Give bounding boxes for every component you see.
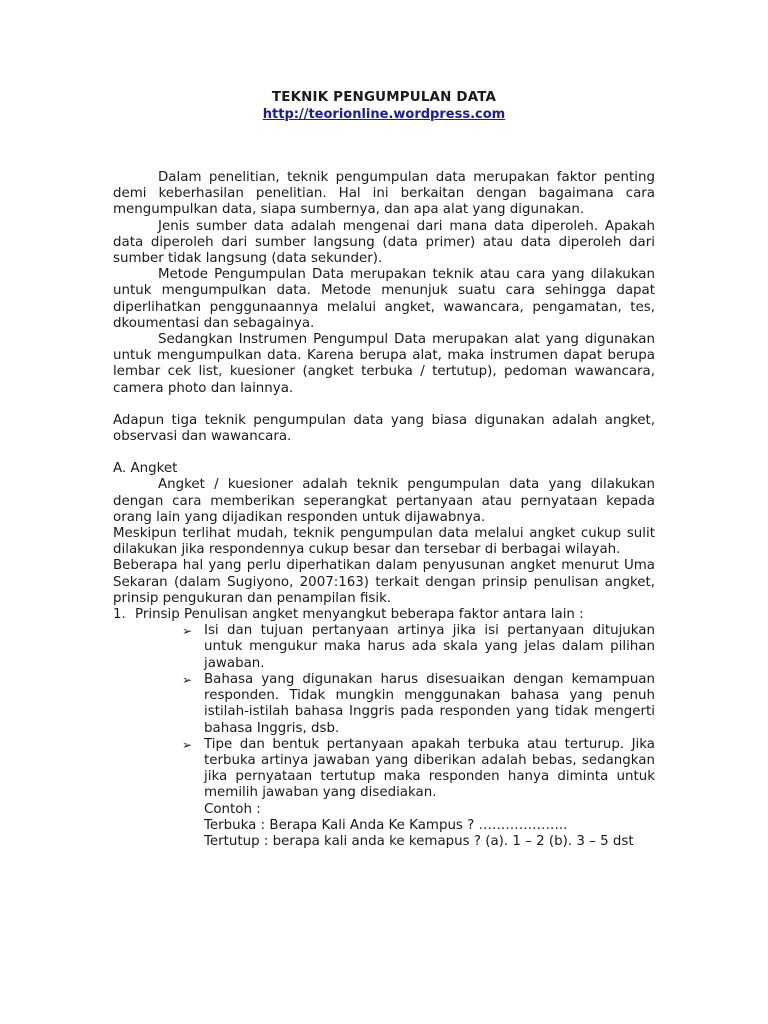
example-closed-question: Tertutup : berapa kali anda ke kemapus ? (a). 1 – 2 (b). 3 – 5 dst (204, 833, 634, 849)
document-title: TEKNIK PENGUMPULAN DATA (271, 90, 497, 105)
bullet-item (182, 736, 655, 802)
angket-definition: Angket / kuesioner adalah teknik pengumpulan data yang dilakukan dengan cara memberikan seperangkat pertanyaan atau pernyataan kepada orang lain yang dijadikan responden untuk dijawabnya. (113, 477, 655, 525)
arrow-bullet-icon: ➢ (182, 624, 193, 639)
intro-paragraph: Dalam penelitian, teknik pengumpulan data merupakan faktor penting demi keberhasilan penelitian. Hal ini berkaitan dengan bagaimana cara mengumpulkan data, siapa sumbernya, dan apa alat yang digunakan. (113, 170, 655, 218)
bullet-list (113, 623, 655, 801)
intro-paragraph: Jenis sumber data adalah mengenai dari mana data diperoleh. Apakah data diperoleh dari sumber langsung (data primer) atau data diperoleh dari sumber tidak langsung (data sekunder). (113, 218, 655, 267)
angket-principles-intro: Beberapa hal yang perlu diperhatikan dalam penyusunan angket menurut Uma Sekaran (dalam Sugiyono, 2007:163) terkait dengan prinsip penulisan angket, prinsip pengukuran dan penampilan fisik. (113, 558, 655, 606)
example-block (113, 802, 655, 851)
paragraph-spacer (113, 397, 655, 413)
numbered-list-item (113, 607, 655, 623)
list-item-text: Prinsip Penulisan angket menyangkut beberapa faktor antara lain : (135, 607, 584, 623)
angket-difficulty: Meskipun terlihat mudah, teknik pengumpulan data melalui angket cukup sulit dilakukan jika respondennya cukup besar dan tersebar di berbagai wilayah. (113, 526, 655, 558)
bullet-text: Tipe dan bentuk pertanyaan apakah terbuka atau terturup. Jika terbuka artinya jawaban yang diberikan adalah bebas, sedangkan jika pernyataan tertutup maka responden hanya diminta untuk memilih jawaban yang disediakan. (204, 736, 655, 801)
summary-paragraph: Adapun tiga teknik pengumpulan data yang biasa digunakan adalah angket, observasi dan wawancara. (113, 412, 655, 445)
list-number: 1. (113, 607, 126, 623)
numbered-list (113, 607, 655, 623)
arrow-bullet-icon: ➢ (182, 737, 193, 752)
bullet-item (182, 671, 655, 737)
section-heading-angket: A. Angket (113, 461, 178, 477)
arrow-bullet-icon: ➢ (182, 672, 193, 687)
intro-paragraph: Sedangkan Instrumen Pengumpul Data merupakan alat yang digunakan untuk mengumpulkan data. Karena berupa alat, maka instrumen dapat berupa lembar cek list, kuesioner (angket terbuka / tertutup), pedoman wawancara, camera photo dan lainnya. (113, 332, 655, 396)
example-open-question: Terbuka : Berapa Kali Anda Ke Kampus ? ……………….. (204, 817, 568, 833)
bullet-text: Bahasa yang digunakan harus disesuaikan dengan kemampuan responden. Tidak mungkin menggunakan bahasa yang penuh istilah-istilah bahasa Inggris pada responden yang tidak mengerti bahasa Inggris, dsb. (204, 671, 655, 736)
source-link[interactable]: http://teorionline.wordpress.com (262, 107, 506, 122)
document-body (113, 170, 655, 850)
paragraph-spacer (113, 445, 655, 461)
bullet-text: Isi dan tujuan pertanyaan artinya jika isi pertanyaan ditujukan untuk mengukur maka harus ada skala yang jelas dalam pilihan jawaban. (204, 623, 655, 671)
example-label: Contoh : (204, 801, 261, 817)
intro-paragraph: Metode Pengumpulan Data merupakan teknik atau cara yang dilakukan untuk mengumpulkan data. Metode menunjuk suatu cara sehingga dapat diperlihatkan penggunaannya melalui angket, wawancara, pengamatan, tes, dkoumentasi dan sebagainya. (113, 267, 655, 331)
bullet-item (182, 623, 655, 672)
source-link-line (0, 107, 768, 123)
